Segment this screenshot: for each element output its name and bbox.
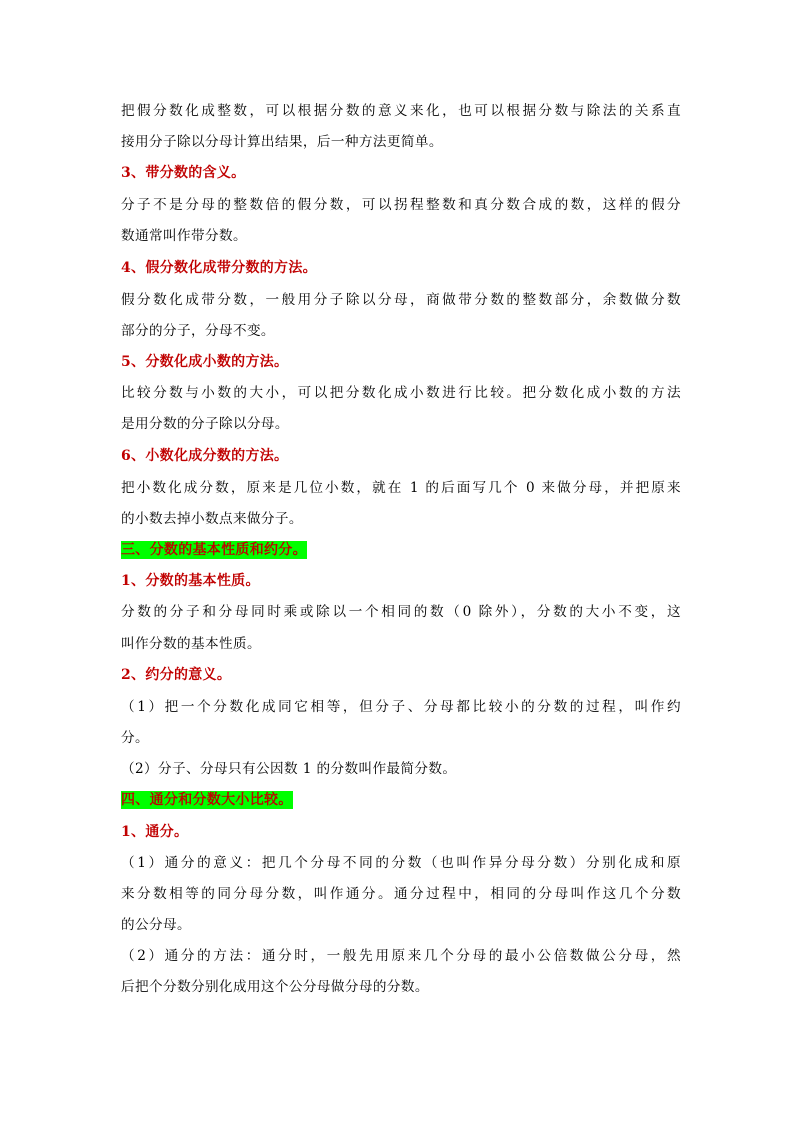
section-heading-3 xyxy=(121,540,307,560)
paragraph-line: 接用分子除以分母计算出结果，后一种方法更简单。 xyxy=(121,134,443,150)
heading-fraction-to-decimal: 5、分数化成小数的方法。 xyxy=(121,354,289,370)
section-heading-4-text: 四、通分和分数大小比较。 xyxy=(121,792,293,808)
paragraph-line: 后把个分数分别化成用这个公分母做分母的分数。 xyxy=(121,979,429,995)
paragraph-line: 是用分数的分子除以分母。 xyxy=(121,416,289,432)
paragraph-line: 叫作分数的基本性质。 xyxy=(121,636,261,652)
paragraph-line: 的小数去掉小数点来做分子。 xyxy=(121,511,303,527)
paragraph-line: 分数的分子和分母同时乘或除以一个相同的数（0 除外），分数的大小不变，这 xyxy=(121,604,681,620)
paragraph-line: 比较分数与小数的大小，可以把分数化成小数进行比较。把分数化成小数的方法 xyxy=(121,385,681,401)
paragraph-line: （2）通分的方法：通分时，一般先用原来几个分母的最小公倍数做公分母，然 xyxy=(121,948,681,964)
paragraph-line: （1）通分的意义：把几个分母不同的分数（也叫作异分母分数）分别化成和原 xyxy=(121,855,681,871)
paragraph-line: 把小数化成分数，原来是几位小数，就在 1 的后面写几个 0 来做分母，并把原来 xyxy=(121,480,681,496)
paragraph-line: 来分数相等的同分母分数，叫作通分。通分过程中，相同的分母叫作这几个分数 xyxy=(121,886,681,902)
heading-common-denominator: 1、通分。 xyxy=(121,824,189,840)
paragraph-line: 假分数化成带分数，一般用分子除以分母，商做带分数的整数部分，余数做分数 xyxy=(121,292,681,308)
section-heading-4 xyxy=(121,790,293,810)
section-heading-3-text: 三、分数的基本性质和约分。 xyxy=(121,542,307,558)
paragraph-line: （1）把一个分数化成同它相等，但分子、分母都比较小的分数的过程，叫作约 xyxy=(121,699,681,715)
paragraph-line: 把假分数化成整数，可以根据分数的意义来化，也可以根据分数与除法的关系直 xyxy=(121,103,681,119)
paragraph-line: 分。 xyxy=(121,730,149,746)
heading-decimal-to-fraction: 6、小数化成分数的方法。 xyxy=(121,448,289,464)
heading-basic-property: 1、分数的基本性质。 xyxy=(121,573,260,589)
paragraph-line: 分子不是分母的整数倍的假分数，可以拐程整数和真分数合成的数，这样的假分 xyxy=(121,197,681,213)
heading-mixed-number-meaning: 3、带分数的含义。 xyxy=(121,165,246,181)
heading-improper-to-mixed: 4、假分数化成带分数的方法。 xyxy=(121,260,317,276)
paragraph-line: 的公分母。 xyxy=(121,917,191,933)
paragraph-line: 部分的分子，分母不变。 xyxy=(121,323,275,339)
paragraph-line: （2）分子、分母只有公因数 1 的分数叫作最简分数。 xyxy=(121,761,457,777)
paragraph-line: 数通常叫作带分数。 xyxy=(121,228,247,244)
heading-reduction-meaning: 2、约分的意义。 xyxy=(121,667,232,683)
